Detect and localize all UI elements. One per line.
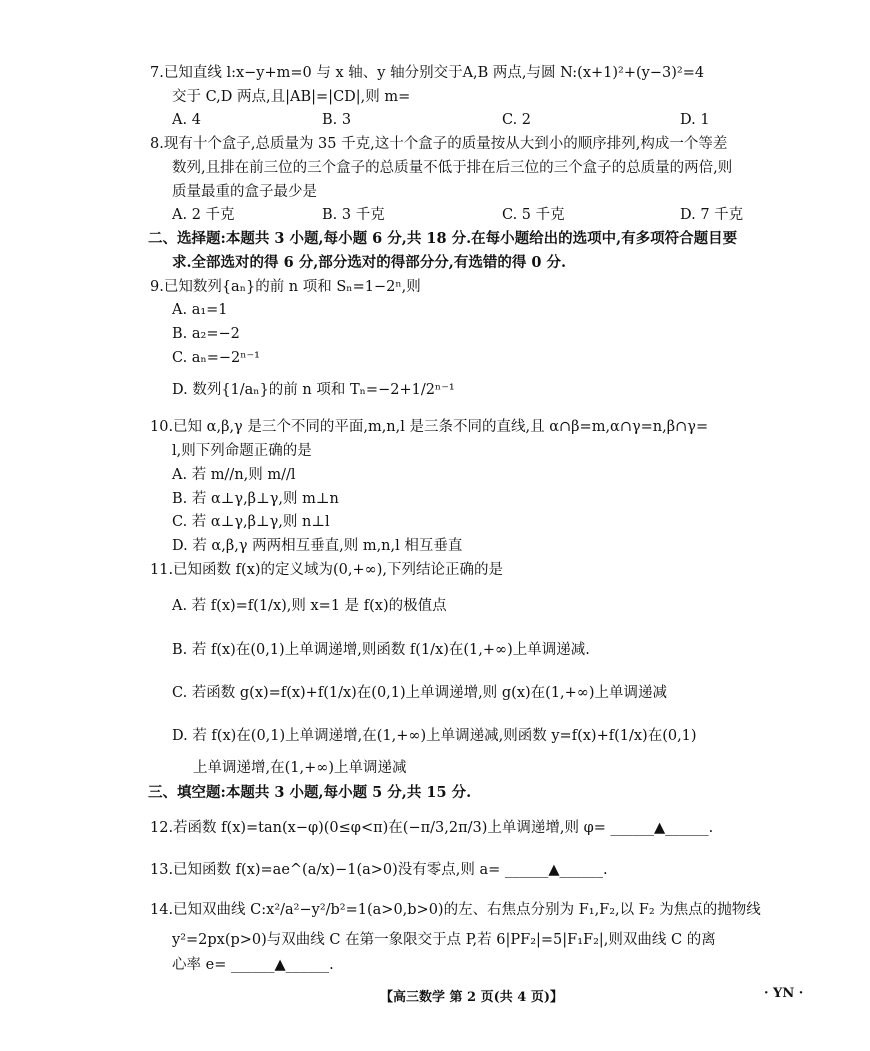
q9-option-b: B. a₂=−2	[172, 326, 240, 342]
q10-option-b: B. 若 α⊥γ,β⊥γ,则 m⊥n	[172, 491, 339, 507]
q10-option-a: A. 若 m//n,则 m//l	[172, 467, 296, 483]
q8-option-c: C. 5 千克	[502, 207, 565, 223]
q8-line2: 数列,且排在前三位的三个盒子的总质量不低于排在后三位的三个盒子的总质量的两倍,则	[172, 160, 733, 176]
q7-line2: 交于 C,D 两点,且|AB|=|CD|,则 m=	[172, 89, 411, 105]
q9-option-a: A. a₁=1	[172, 302, 228, 318]
q7-line1: 7.已知直线 l:x−y+m=0 与 x 轴、y 轴分别交于A,B 两点,与圆 N:(x+1)²+(y−3)²=4	[150, 65, 705, 81]
q9-stem: 9.已知数列{aₙ}的前 n 项和 Sₙ=1−2ⁿ,则	[150, 279, 421, 295]
q11-option-c: C. 若函数 g(x)=f(x)+f(1/x)在(0,1)上单调递增,则 g(x)在(1,+∞)上单调递减	[172, 685, 668, 701]
section3-heading: 三、填空题:本题共 3 小题,每小题 5 分,共 15 分.	[148, 784, 472, 801]
q8-option-b: B. 3 千克	[322, 207, 385, 223]
q11-option-d-line1: D. 若 f(x)在(0,1)上单调递增,在(1,+∞)上单调递减,则函数 y=f(x)+f(1/x)在(0,1)	[172, 728, 697, 744]
q8-option-a: A. 2 千克	[172, 207, 235, 223]
q7-option-d: D. 1	[680, 112, 710, 128]
section2-heading: 二、选择题:本题共 3 小题,每小题 6 分,共 18 分.在每小题给出的选项中,有多项符合题目要	[148, 230, 738, 247]
q14-line1: 14.已知双曲线 C:x²/a²−y²/b²=1(a>0,b>0)的左、右焦点分别为 F₁,F₂,以 F₂ 为焦点的抛物线	[150, 902, 761, 918]
q8-option-d: D. 7 千克	[680, 207, 744, 223]
q13: 13.已知函数 f(x)=ae^(a/x)−1(a>0)没有零点,则 a= ______▲______.	[150, 862, 608, 878]
footer-code: · YN ·	[764, 986, 804, 1001]
q10-option-d: D. 若 α,β,γ 两两相互垂直,则 m,n,l 相互垂直	[172, 538, 463, 554]
q11-option-b: B. 若 f(x)在(0,1)上单调递增,则函数 f(1/x)在(1,+∞)上单调递减.	[172, 642, 590, 658]
q14-line3: 心率 e= ______▲______.	[172, 957, 334, 973]
q10-line1: 10.已知 α,β,γ 是三个不同的平面,m,n,l 是三条不同的直线,且 α∩β=m,α∩γ=n,β∩γ=	[150, 419, 709, 435]
q9-option-c: C. aₙ=−2ⁿ⁻¹	[172, 350, 260, 366]
q11-stem: 11.已知函数 f(x)的定义域为(0,+∞),下列结论正确的是	[150, 562, 504, 578]
q11-option-d-line2: 上单调递增,在(1,+∞)上单调递减	[193, 760, 407, 776]
q8-line3: 质量最重的盒子最少是	[172, 184, 317, 200]
q10-option-c: C. 若 α⊥γ,β⊥γ,则 n⊥l	[172, 514, 330, 530]
footer-page-number: 【高三数学 第 2 页(共 4 页)】	[380, 990, 564, 1005]
q7-option-a: A. 4	[172, 112, 201, 128]
q14-line2: y²=2px(p>0)与双曲线 C 在第一象限交于点 P,若 6|PF₂|=5|F₁F₂|,则双曲线 C 的离	[172, 932, 716, 948]
q7-option-b: B. 3	[322, 112, 352, 128]
q10-line2: l,则下列命题正确的是	[172, 443, 312, 459]
q12: 12.若函数 f(x)=tan(x−φ)(0≤φ<π)在(−π/3,2π/3)上单调递增,则 φ= ______▲______.	[150, 820, 714, 836]
q9-option-d: D. 数列{1/aₙ}的前 n 项和 Tₙ=−2+1/2ⁿ⁻¹	[172, 382, 455, 398]
q8-line1: 8.现有十个盒子,总质量为 35 千克,这十个盒子的质量按从大到小的顺序排列,构成一个等差	[150, 136, 728, 152]
q7-option-c: C. 2	[502, 112, 532, 128]
section2-instructions: 求.全部选对的得 6 分,部分选对的得部分分,有选错的得 0 分.	[172, 254, 567, 271]
q11-option-a: A. 若 f(x)=f(1/x),则 x=1 是 f(x)的极值点	[172, 598, 447, 614]
